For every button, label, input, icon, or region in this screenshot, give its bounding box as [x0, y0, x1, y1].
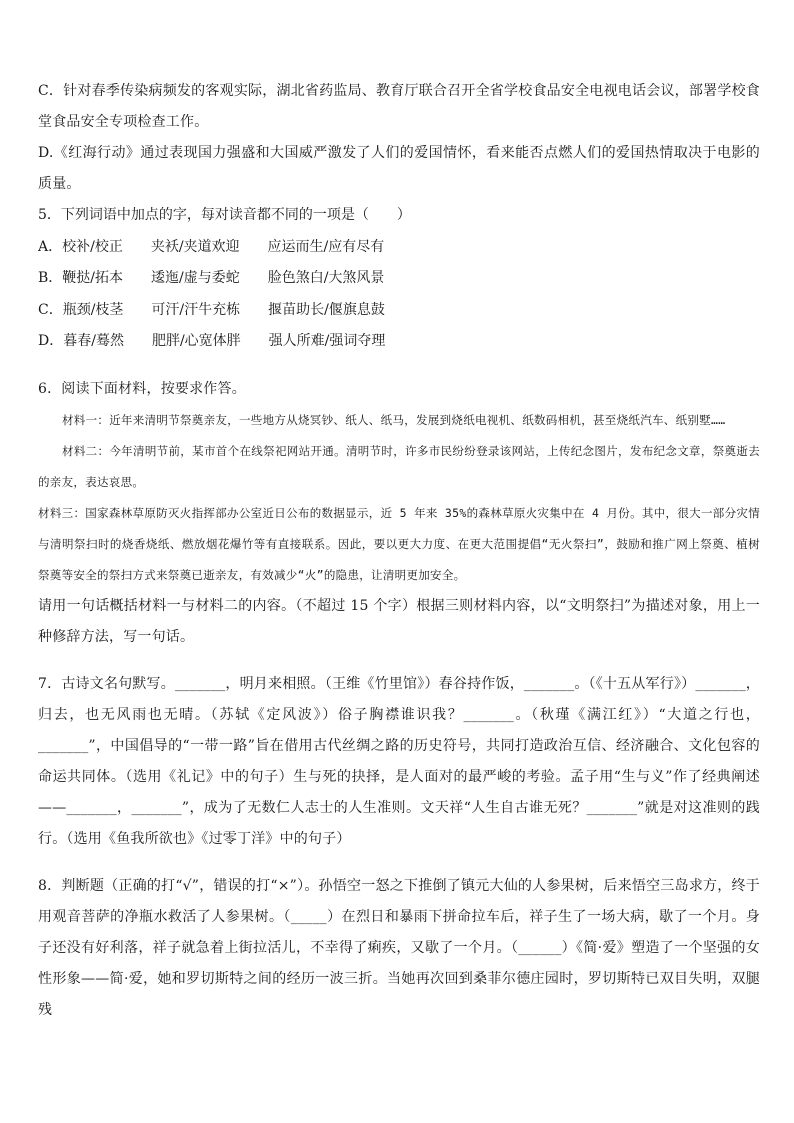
q5-option-d: D．暮春/蓦然 肥胖/心宽体胖 强人所难/强词夺理	[38, 333, 386, 349]
q6-material-2: 材料二：今年清明节前，某市首个在线祭祀网站开通。清明节时，许多市民纷纷登录该网站，上传纪念图片，发布纪念文章，祭奠逝去的亲友，表达哀思。	[38, 443, 760, 489]
spacer	[38, 653, 760, 669]
q8-text: 8．判断题（正确的打“√”，错误的打“×”）。孙悟空一怒之下推倒了镇元大仙的人参果树，后来悟空三岛求方，终于用观音菩萨的净瓶水救活了人参果树。（_____）在烈日和暴雨下拼命拉车后，祥子生了一场大病，歇了一个月。身子还没有好利落，祥子就急着上街拉活儿，不幸得了痢疾，又歇了一个月。（______）《简·爱》塑造了一个坚强的女性形象——简·爱，她和罗切斯特之间的经历一波三折。当她再次回到桑菲尔德庄园时，罗切斯特已双目失明，双腿残	[38, 877, 760, 1018]
q7-text: 7．古诗文名句默写。_______，明月来相照。（王维《竹里馆》）春谷持作饭，_______。（《十五从军行》）_______，归去，也无风雨也无晴。（苏轼《定风波》）俗子胸襟谁识我？_______。（秋瑾《满江红》）“大道之行也，_______”，中国倡导的“一带一路”旨在借用古代丝绸之路的历史符号，共同打造政治互信、经济融合、文化包容的命运共同体。（选用《礼记》中的句子）生与死的抉择，是人面对的最严峻的考验。孟子用“生与义”作了经典阐述——_______，_______”，成为了无数仁人志士的人生准则。文天祥“人生自古谁无死？_______”就是对这准则的践行。（选用《鱼我所欲也》《过零丁洋》中的句子）	[38, 675, 760, 847]
q5-option-c: C．瓶颈/枝茎 可汗/汗牛充栋 揠苗助长/偃旗息鼓	[38, 301, 385, 318]
q6-stem: 6．阅读下面材料，按要求作答。	[38, 380, 246, 397]
q4-option-c: C．针对春季传染病频发的客观实际，湖北省药监局、教育厅联合召开全省学校食品安全电视电话会议，部署学校食堂食品安全专项检查工作。	[38, 83, 760, 130]
q6-task: 请用一句话概括材料一与材料二的内容。（不超过 15 个字）根据三则材料内容，以“文明祭扫”为描述对象，用上一种修辞方法，写一句话。	[38, 597, 760, 645]
q5-option-a: A．校补/校正 夹袄/夹道欢迎 应运而生/应有尽有	[38, 238, 385, 255]
spacer	[38, 855, 760, 871]
q5-stem: 5．下列词语中加点的字，每对读音都不同的一项是（ ）	[38, 207, 411, 223]
q6-material-3: 材料三：国家森林草原防灭火指挥部办公室近日公布的数据显示，近 5 年来 35%的森林草原火灾集中在 4 月份。其中，很大一部分灾情与清明祭扫时的烧香烧纸、燃放烟花爆竹等有直接联系。因此，要以更大力度、在更大范围提倡“无火祭扫”，鼓励和推广网上祭奠、植树祭奠等安全的祭扫方式来祭奠已逝亲友，有效减少“火”的隐患，让清明更加安全。	[38, 505, 760, 582]
exam-page	[38, 76, 760, 1026]
q6-material-1: 材料一：近年来清明节祭奠亲友，一些地方从烧冥钞、纸人、纸马，发展到烧纸电视机、纸数码相机，甚至烧纸汽车、纸别墅……	[62, 412, 726, 427]
q5-option-b: B．鞭挞/拓本 逶迤/虚与委蛇 脸色煞白/大煞风景	[38, 270, 385, 286]
q4-option-d: D.《红海行动》通过表现国力强盛和大国威严激发了人们的爱国情怀，看来能否点燃人们的爱国热情取决于电影的质量。	[38, 145, 760, 192]
spacer	[38, 358, 760, 374]
